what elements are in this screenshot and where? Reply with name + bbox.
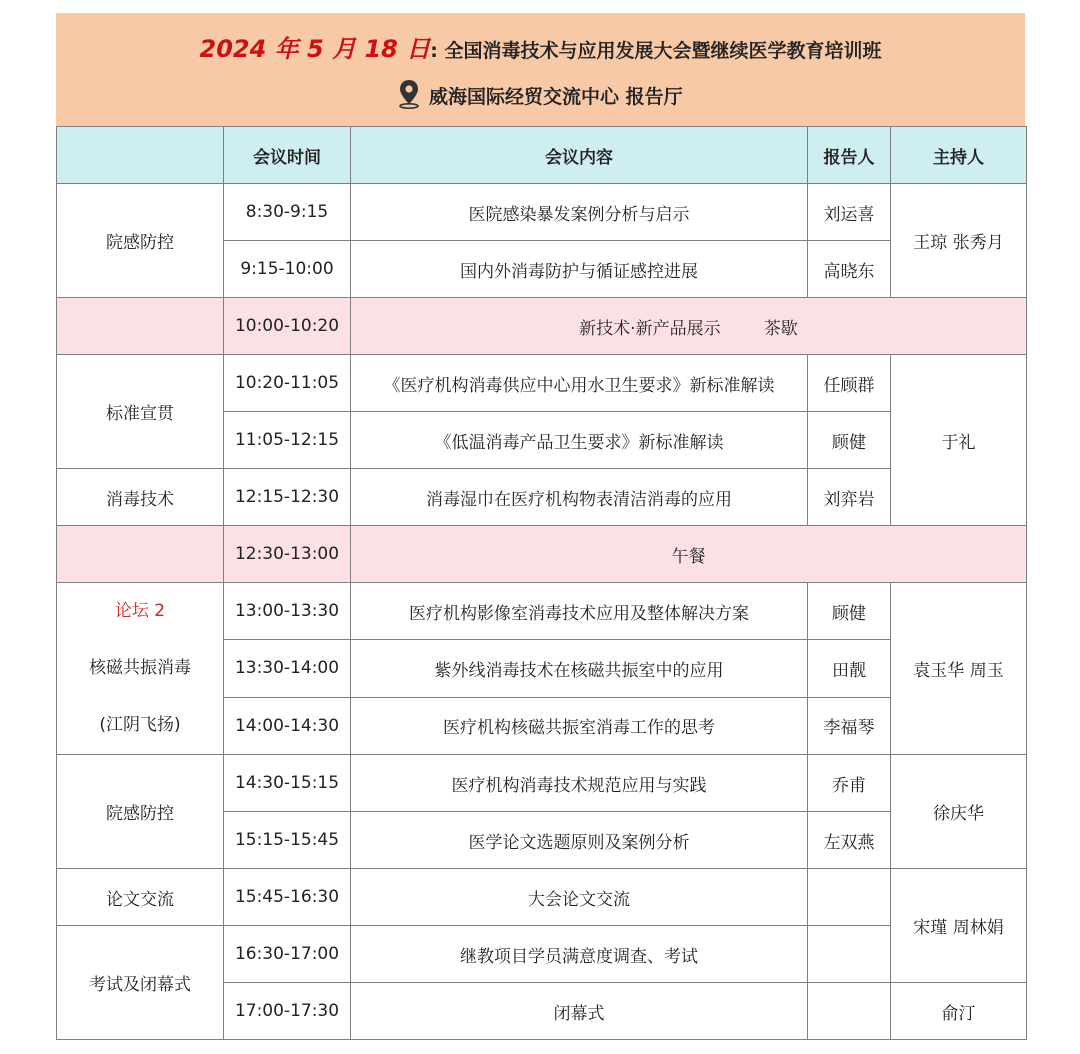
- break-row: [57, 526, 1027, 583]
- content-cell: 医疗机构消毒技术规范应用与实践: [351, 755, 808, 812]
- speaker-cell: 顾健: [808, 412, 891, 469]
- table-row: [57, 869, 1027, 926]
- session-cell: 院感防控: [57, 184, 224, 298]
- speaker-cell: 田靓: [808, 640, 891, 697]
- time-cell: 12:30-13:00: [224, 526, 351, 583]
- break-content-cell: 午餐: [351, 526, 1027, 583]
- column-header-time: 会议时间: [224, 127, 351, 184]
- event-title: 全国消毒技术与应用发展大会暨继续医学教育培训班: [444, 40, 882, 62]
- time-cell: 9:15-10:00: [224, 241, 351, 298]
- schedule-table: [56, 126, 1027, 1040]
- content-cell: 《低温消毒产品卫生要求》新标准解读: [351, 412, 808, 469]
- table-row: [57, 755, 1027, 812]
- time-cell: 8:30-9:15: [224, 184, 351, 241]
- table-row: [57, 583, 1027, 640]
- column-header-content: 会议内容: [351, 127, 808, 184]
- content-cell: 继教项目学员满意度调查、考试: [351, 926, 808, 983]
- column-header-speaker: 报告人: [808, 127, 891, 184]
- host-cell: 宋瑾 周林娟: [891, 869, 1027, 983]
- forum-label: 论坛 2: [114, 601, 166, 621]
- title-separator: :: [430, 40, 438, 62]
- host-cell: 袁玉华 周玉: [891, 583, 1027, 755]
- time-cell: 10:00-10:20: [224, 298, 351, 355]
- content-cell: 消毒湿巾在医疗机构物表清洁消毒的应用: [351, 469, 808, 526]
- content-cell: 紫外线消毒技术在核磁共振室中的应用: [351, 640, 808, 697]
- table-row: [57, 355, 1027, 412]
- speaker-cell: 乔甫: [808, 755, 891, 812]
- session-cell-forum: [57, 583, 224, 755]
- speaker-cell: 李福琴: [808, 697, 891, 754]
- location-pin-icon: [398, 79, 420, 114]
- session-cell: 考试及闭幕式: [57, 926, 224, 1040]
- table-row: [57, 469, 1027, 526]
- forum-sponsor: (江阴飞扬): [99, 715, 181, 735]
- table-row: [57, 926, 1027, 983]
- break-content-cell: 新技术·新产品展示 茶歇: [351, 298, 1027, 355]
- content-cell: 《医疗机构消毒供应中心用水卫生要求》新标准解读: [351, 355, 808, 412]
- time-cell: 14:30-15:15: [224, 755, 351, 812]
- session-cell: 标准宣贯: [57, 355, 224, 469]
- speaker-cell: [808, 983, 891, 1040]
- time-cell: 15:45-16:30: [224, 869, 351, 926]
- time-cell: 13:30-14:00: [224, 640, 351, 697]
- title-banner: [56, 13, 1025, 126]
- session-cell: [57, 298, 224, 355]
- content-cell: 医院感染暴发案例分析与启示: [351, 184, 808, 241]
- time-cell: 14:00-14:30: [224, 697, 351, 754]
- speaker-cell: 任顾群: [808, 355, 891, 412]
- event-date: 2024 年 5 月 18 日: [199, 35, 431, 63]
- time-cell: 16:30-17:00: [224, 926, 351, 983]
- speaker-cell: [808, 869, 891, 926]
- speaker-cell: [808, 926, 891, 983]
- content-cell: 医疗机构核磁共振室消毒工作的思考: [351, 697, 808, 754]
- session-cell: 院感防控: [57, 755, 224, 869]
- table-row: [57, 184, 1027, 241]
- time-cell: 10:20-11:05: [224, 355, 351, 412]
- time-cell: 11:05-12:15: [224, 412, 351, 469]
- break-row: [57, 298, 1027, 355]
- content-cell: 医学论文选题原则及案例分析: [351, 812, 808, 869]
- host-cell: 于礼: [891, 355, 1027, 526]
- column-header-host: 主持人: [891, 127, 1027, 184]
- session-cell: 论文交流: [57, 869, 224, 926]
- content-cell: 大会论文交流: [351, 869, 808, 926]
- forum-topic: 核磁共振消毒: [89, 658, 191, 678]
- column-header-session: [57, 127, 224, 184]
- speaker-cell: 顾健: [808, 583, 891, 640]
- host-cell: 徐庆华: [891, 755, 1027, 869]
- time-cell: 12:15-12:30: [224, 469, 351, 526]
- time-cell: 13:00-13:30: [224, 583, 351, 640]
- content-cell: 医疗机构影像室消毒技术应用及整体解决方案: [351, 583, 808, 640]
- content-cell: 国内外消毒防护与循证感控进展: [351, 241, 808, 298]
- page-title: [56, 29, 1025, 64]
- session-cell: [57, 526, 224, 583]
- location-line: [56, 79, 1025, 114]
- speaker-cell: 刘运喜: [808, 184, 891, 241]
- speaker-cell: 左双燕: [808, 812, 891, 869]
- event-location: 威海国际经贸交流中心 报告厅: [429, 86, 683, 108]
- host-cell: 俞汀: [891, 983, 1027, 1040]
- speaker-cell: 刘弈岩: [808, 469, 891, 526]
- speaker-cell: 高晓东: [808, 241, 891, 298]
- time-cell: 15:15-15:45: [224, 812, 351, 869]
- host-cell: 王琼 张秀月: [891, 184, 1027, 298]
- content-cell: 闭幕式: [351, 983, 808, 1040]
- time-cell: 17:00-17:30: [224, 983, 351, 1040]
- table-header-row: [57, 127, 1027, 184]
- session-cell: 消毒技术: [57, 469, 224, 526]
